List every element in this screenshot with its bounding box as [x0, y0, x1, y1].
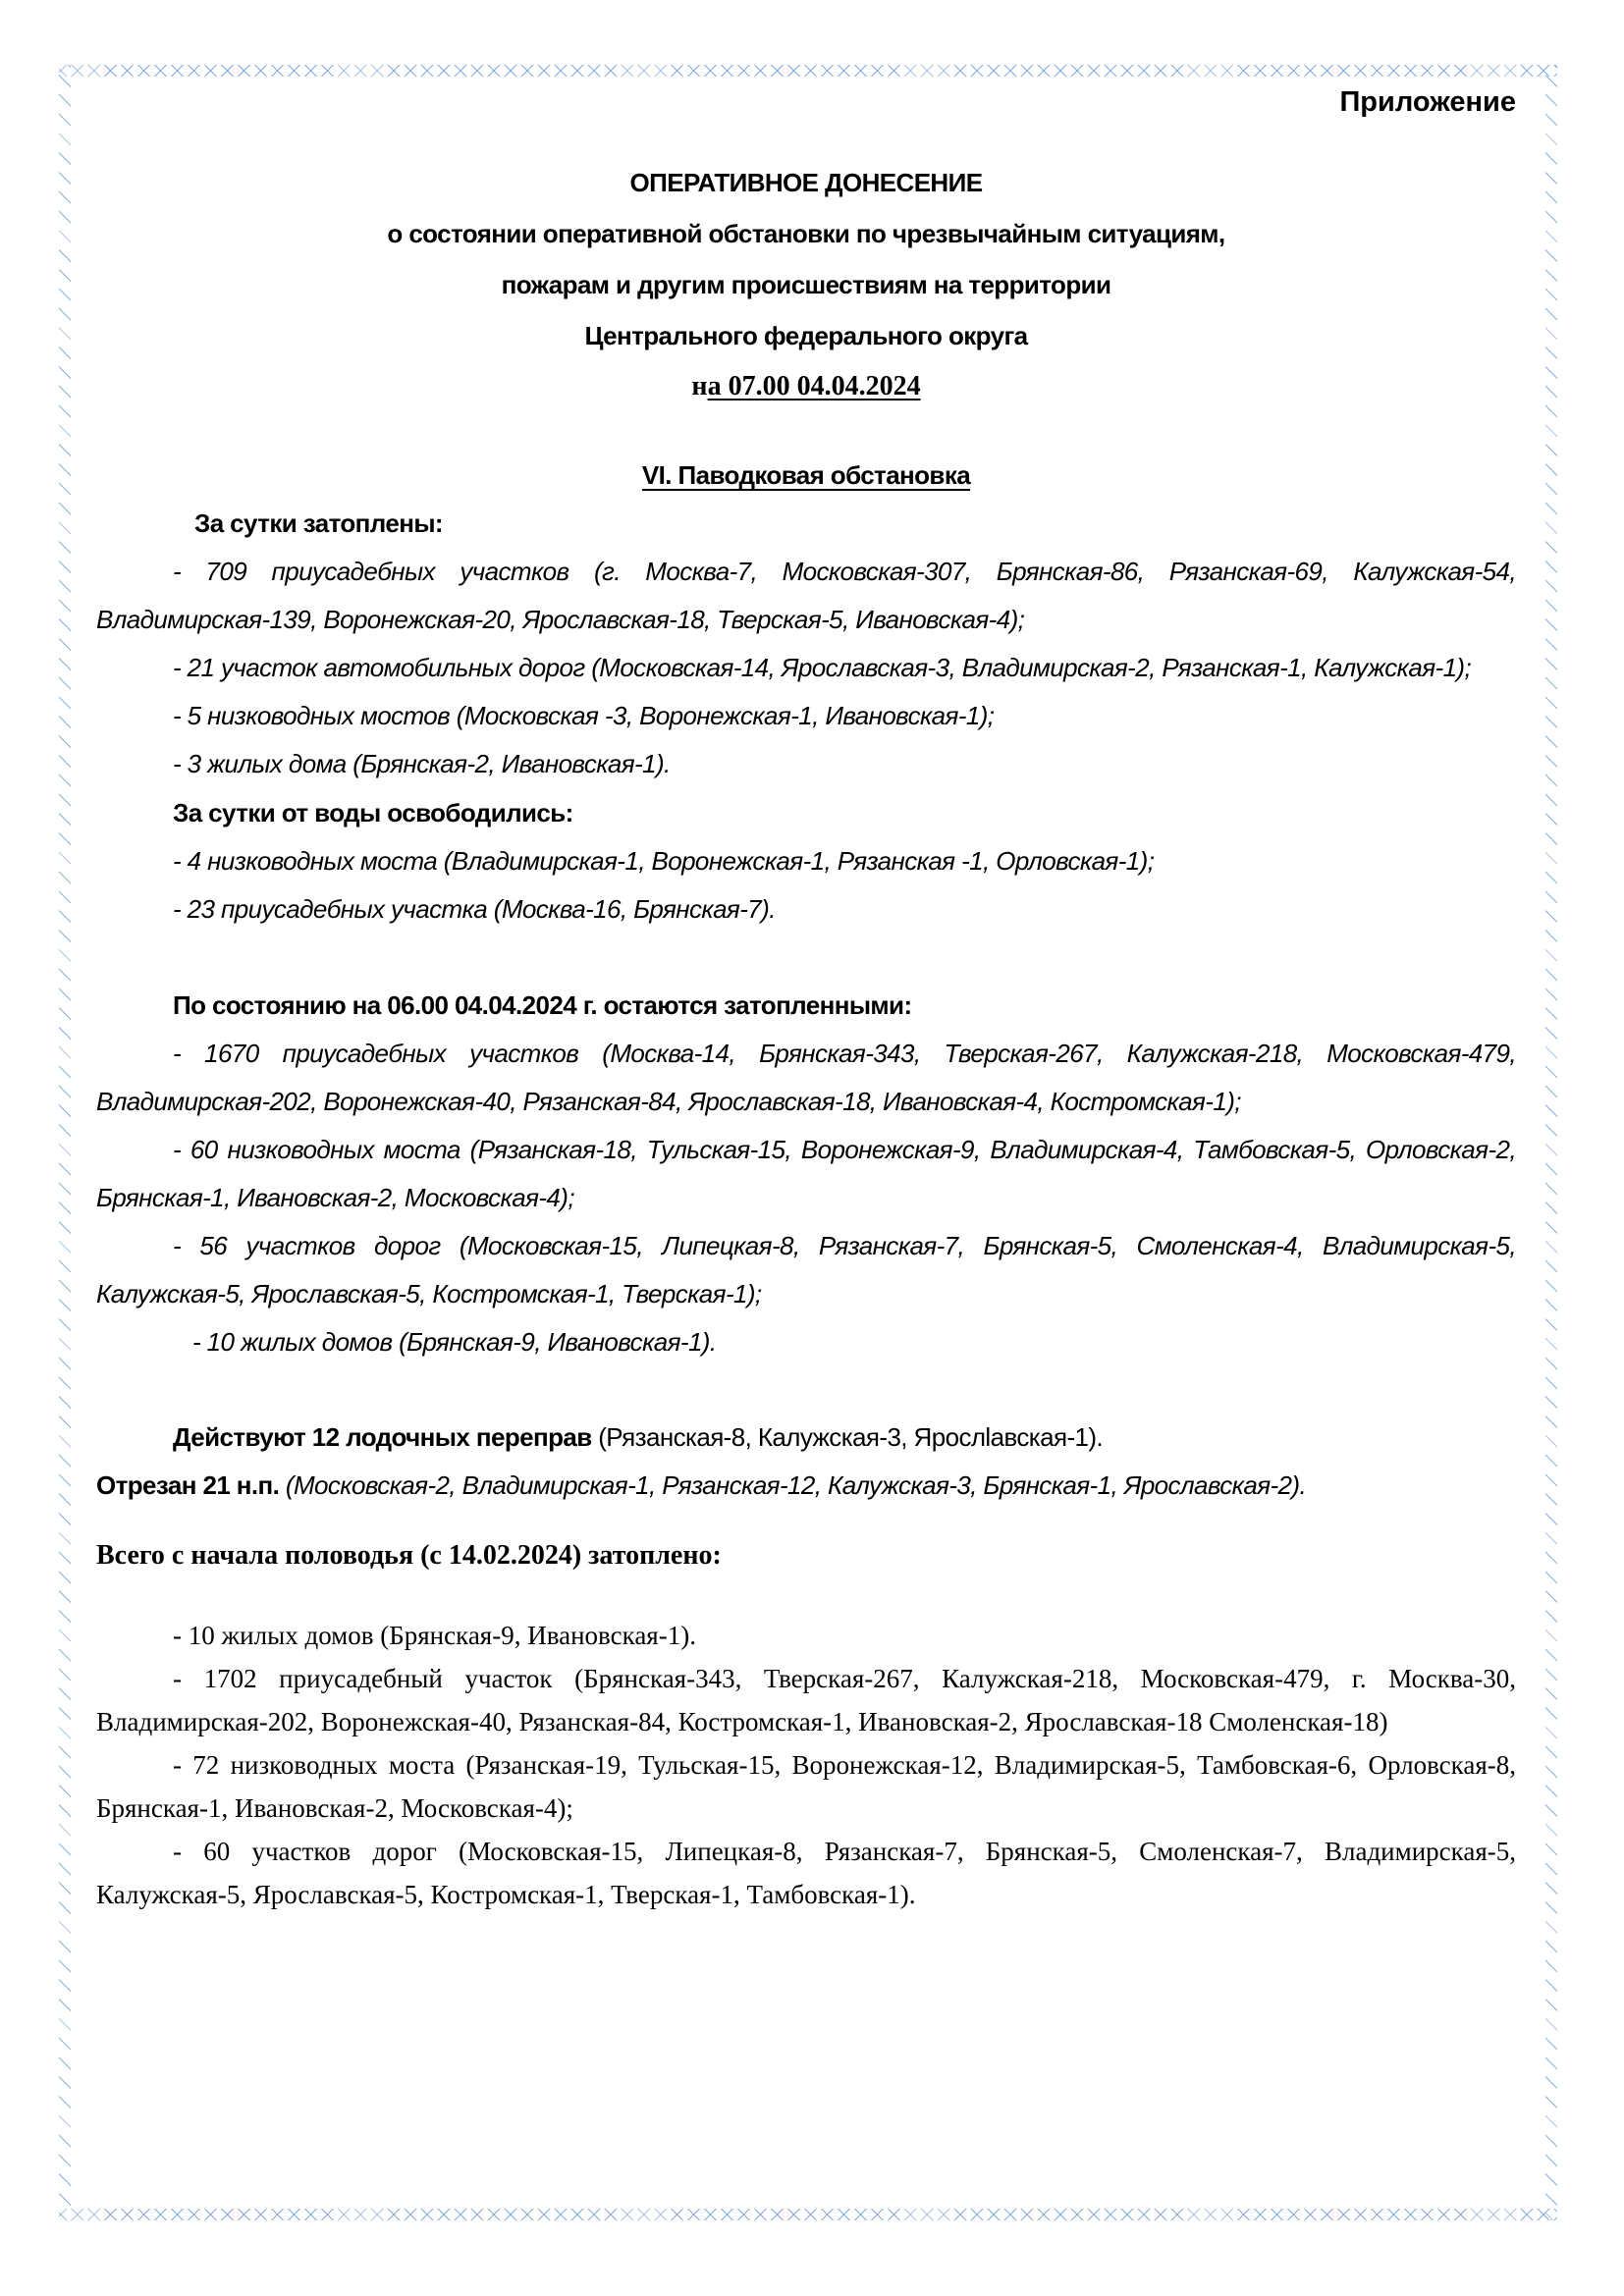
list-item: - 4 низководных моста (Владимирская-1, Воронежская-1, Рязанская -1, Орловская-1);	[173, 846, 1155, 876]
list-item: - 72 низководных моста (Рязанская-19, Тульская-15, Воронежская-12, Владимирская-5, Тамбовская-6, Орловская-8, Брянская-1, Ивановская-2, Московская-4);	[96, 1750, 1516, 1823]
list-item: - 10 жилых домов (Брянская-9, Ивановская-1).	[192, 1327, 717, 1357]
cut-off-settlements	[96, 1462, 1516, 1510]
spacer	[96, 1580, 1516, 1614]
boat-crossings	[96, 1414, 1516, 1462]
flooded-24h-heading: За сутки затоплены:	[194, 508, 443, 538]
flooded-24h-list	[96, 548, 1516, 788]
list-item: - 10 жилых домов (Брянская-9, Ивановская-1).	[173, 1621, 696, 1650]
list-item: - 1670 приусадебных участков (Москва-14, Брянская-343, Тверская-267, Калужская-218, Московская-479, Владимирская-202, Воронежская-40, Рязанская-84, Ярославская-18, Ивановская-4, Костромская-1);	[96, 1039, 1516, 1116]
title-line-2: о состоянии оперативной обстановки по чрезвычайным ситуациям,	[387, 219, 1225, 248]
freed-24h-heading: За сутки от воды освободились:	[173, 798, 573, 828]
cut-off-detail: (Московская-2, Владимирская-1, Рязанская-12, Калужская-3, Брянская-1, Ярославская-2).	[279, 1470, 1307, 1500]
border-right	[1545, 65, 1557, 2220]
border-top	[59, 65, 1557, 77]
total-list	[96, 1614, 1516, 1916]
list-item: - 60 низководных моста (Рязанская-18, Тульская-15, Воронежская-9, Владимирская-4, Тамбовская-5, Орловская-2, Брянская-1, Ивановская-2, Московская-4);	[96, 1135, 1516, 1212]
list-item: - 1702 приусадебный участок (Брянская-343, Тверская-267, Калужская-218, Московская-479, г. Москва-30, Владимирская-202, Воронежская-40, Рязанская-84, Костромская-1, Ивановская-2, Ярославская-18 Смоленская-18)	[96, 1664, 1516, 1736]
border-bottom	[59, 2209, 1557, 2220]
boat-crossings-bold: Действуют 12 лодочных переправ	[173, 1422, 592, 1452]
appendix-label: Приложение	[1339, 86, 1516, 118]
title-line-1: ОПЕРАТИВНОЕ ДОНЕСЕНИЕ	[629, 168, 983, 197]
title-line-4: Центрального федерального округа	[584, 321, 1028, 350]
spacer	[96, 934, 1516, 981]
list-item: - 21 участок автомобильных дорог (Московская-14, Ярославская-3, Владимирская-2, Рязанская-1, Калужская-1);	[173, 653, 1472, 682]
spacer	[96, 1366, 1516, 1414]
total-heading: Всего с начала половодья (с 14.02.2024) затоплено:	[96, 1540, 722, 1571]
cut-off-bold: Отрезан 21 н.п.	[96, 1470, 280, 1500]
border-left	[59, 65, 71, 2220]
report-date-underlined: а 07.00 04.04.2024	[707, 371, 921, 401]
spacer	[96, 1510, 1516, 1531]
list-item: - 23 приусадебных участка (Москва-16, Брянская-7).	[173, 894, 776, 924]
document-title	[96, 157, 1516, 412]
list-item: - 709 приусадебных участков (г. Москва-7, Московская-307, Брянская-86, Рязанская-69, Калужская-54, Владимирская-139, Воронежская-20, Ярославская-18, Тверская-5, Ивановская-4);	[96, 557, 1516, 634]
remaining-list	[96, 1030, 1516, 1366]
remaining-heading: По состоянию на 06.00 04.04.2024 г. остаются затопленными:	[173, 990, 912, 1020]
list-item: - 3 жилых дома (Брянская-2, Ивановская-1).	[173, 749, 671, 778]
report-date	[96, 361, 1516, 412]
title-line-3: пожарам и другим происшествиям на территории	[501, 270, 1111, 299]
report-date-prefix: н	[691, 371, 708, 401]
list-item: - 5 низководных мостов (Московская -3, Воронежская-1, Ивановская-1);	[173, 701, 995, 730]
boat-crossings-detail: (Рязанская-8, Калужская-3, Ярослlавская-1).	[591, 1422, 1104, 1452]
section-title: VI. Паводковая обстановка	[641, 460, 971, 490]
freed-24h-list	[96, 837, 1516, 934]
list-item: - 56 участков дорог (Московская-15, Липецкая-8, Рязанская-7, Брянская-5, Смоленская-4, Владимирская-5, Калужская-5, Ярославская-5, Костромская-1, Тверская-1);	[96, 1231, 1516, 1308]
document-page	[96, 82, 1516, 1916]
list-item: - 60 участков дорог (Московская-15, Липецкая-8, Рязанская-7, Брянская-5, Смоленская-7, Владимирская-5, Калужская-5, Ярославская-5, Костромская-1, Тверская-1, Тамбовская-1).	[96, 1837, 1516, 1909]
